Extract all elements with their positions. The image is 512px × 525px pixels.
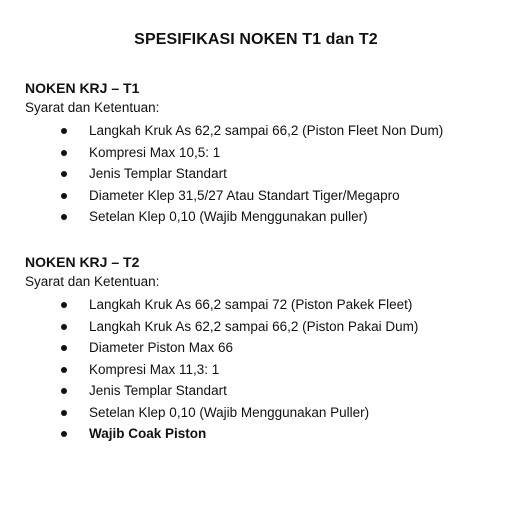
bullet-icon [61, 150, 67, 156]
section-subtitle: Syarat dan Ketentuan: [25, 100, 160, 115]
list-item-text: Kompresi Max 11,3: 1 [89, 361, 220, 377]
list-item [25, 402, 495, 424]
list-item-text: Jenis Templar Standart [89, 166, 227, 181]
bullet-icon [61, 367, 67, 373]
section-noken-t2 [25, 252, 495, 445]
document-title: SPESIFIKASI NOKEN T1 dan T2 [134, 31, 378, 48]
bullet-icon [61, 431, 67, 437]
list-item-text: Diameter Piston Max 66 [89, 340, 234, 355]
bullet-icon [61, 302, 67, 308]
section-subtitle: Syarat dan Ketentuan: [25, 274, 160, 289]
list-item-text: Diameter Klep 31,5/27 Atau Standart Tiger/Megapro [89, 187, 400, 203]
list-item-text: Kompresi Max 10,5: 1 [89, 144, 221, 160]
list-item [25, 120, 495, 142]
list-item-text: Setelan Klep 0,10 (Wajib Menggunakan Puller) [89, 404, 370, 420]
bullet-icon [61, 128, 67, 134]
list-item-text: Langkah Kruk As 66,2 sampai 72 (Piston Pakek Fleet) [89, 297, 413, 312]
bullet-icon [61, 214, 67, 220]
bullet-icon [61, 345, 67, 351]
list-item [25, 423, 495, 445]
list-item [25, 185, 495, 207]
section-noken-t1 [25, 78, 495, 228]
list-item [25, 163, 495, 185]
list-item [25, 206, 495, 228]
requirements-list [25, 120, 495, 228]
section-heading: NOKEN KRJ – T1 [25, 80, 140, 96]
list-item [25, 294, 495, 316]
list-item [25, 337, 495, 359]
list-item-text: Langkah Kruk As 62,2 sampai 66,2 (Piston Pakai Dum) [89, 318, 419, 334]
list-item [25, 316, 495, 338]
list-item [25, 380, 495, 402]
bullet-icon [61, 388, 67, 394]
list-item-text: Wajib Coak Piston [89, 426, 207, 441]
list-item-text: Jenis Templar Standart [89, 383, 227, 398]
bullet-icon [61, 171, 67, 177]
requirements-list [25, 294, 495, 445]
bullet-icon [61, 193, 67, 199]
list-item [25, 142, 495, 164]
list-item-text: Setelan Klep 0,10 (Wajib Menggunakan puller) [89, 209, 368, 224]
list-item-text: Langkah Kruk As 62,2 sampai 66,2 (Piston Fleet Non Dum) [89, 123, 444, 138]
list-item [25, 359, 495, 381]
bullet-icon [61, 410, 67, 416]
bullet-icon [61, 324, 67, 330]
section-heading: NOKEN KRJ – T2 [25, 254, 140, 270]
